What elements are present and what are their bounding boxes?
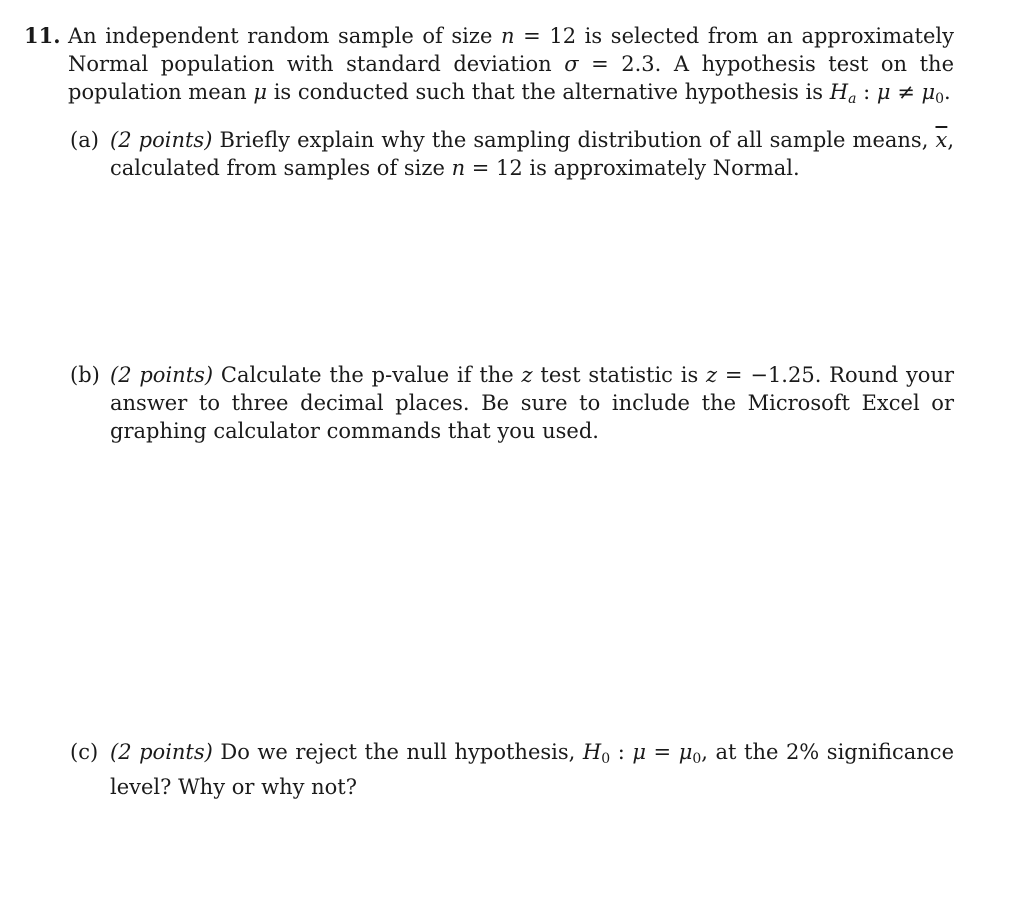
part-c-label: (c) xyxy=(70,740,99,764)
part-c-points: (2 points) xyxy=(110,740,213,764)
part-a-answer-space[interactable] xyxy=(110,190,950,350)
part-c xyxy=(70,738,954,801)
part-b-label: (b) xyxy=(70,363,100,387)
problem-number: 11. xyxy=(24,23,61,48)
part-a-label: (a) xyxy=(70,128,99,152)
part-a xyxy=(70,126,954,182)
part-a-text: (2 points) Briefly explain why the sampling distribution of all sample means, $\overline{x}$, calculated from samples of size n = 12 is approximately Normal. xyxy=(110,128,955,180)
part-a-points: (2 points) xyxy=(110,128,213,152)
part-c-answer-space[interactable] xyxy=(110,805,950,915)
part-c-text: (2 points) Do we reject the null hypothesis, H0 : μ = μ0, at the 2% significance level? Why or why not? xyxy=(110,740,954,799)
problem-statement: An independent random sample of size n = 12 is selected from an approximately Normal population with standard deviation σ = 2.3. A hypothesis test on the population mean μ is conducted such that the alternative hypothesis is $H_a$ : μ ≠ μ0. xyxy=(68,24,954,107)
part-b xyxy=(70,361,954,445)
part-b-points: (2 points) xyxy=(110,363,214,387)
part-b-answer-space[interactable] xyxy=(110,450,950,725)
part-b-text: (2 points) Calculate the p-value if the z test statistic is z = −1.25. Round your answer to three decimal places. Be sure to include the Microsoft Excel or graphing calculator commands that you used. xyxy=(110,363,955,443)
problem-11 xyxy=(24,22,954,113)
